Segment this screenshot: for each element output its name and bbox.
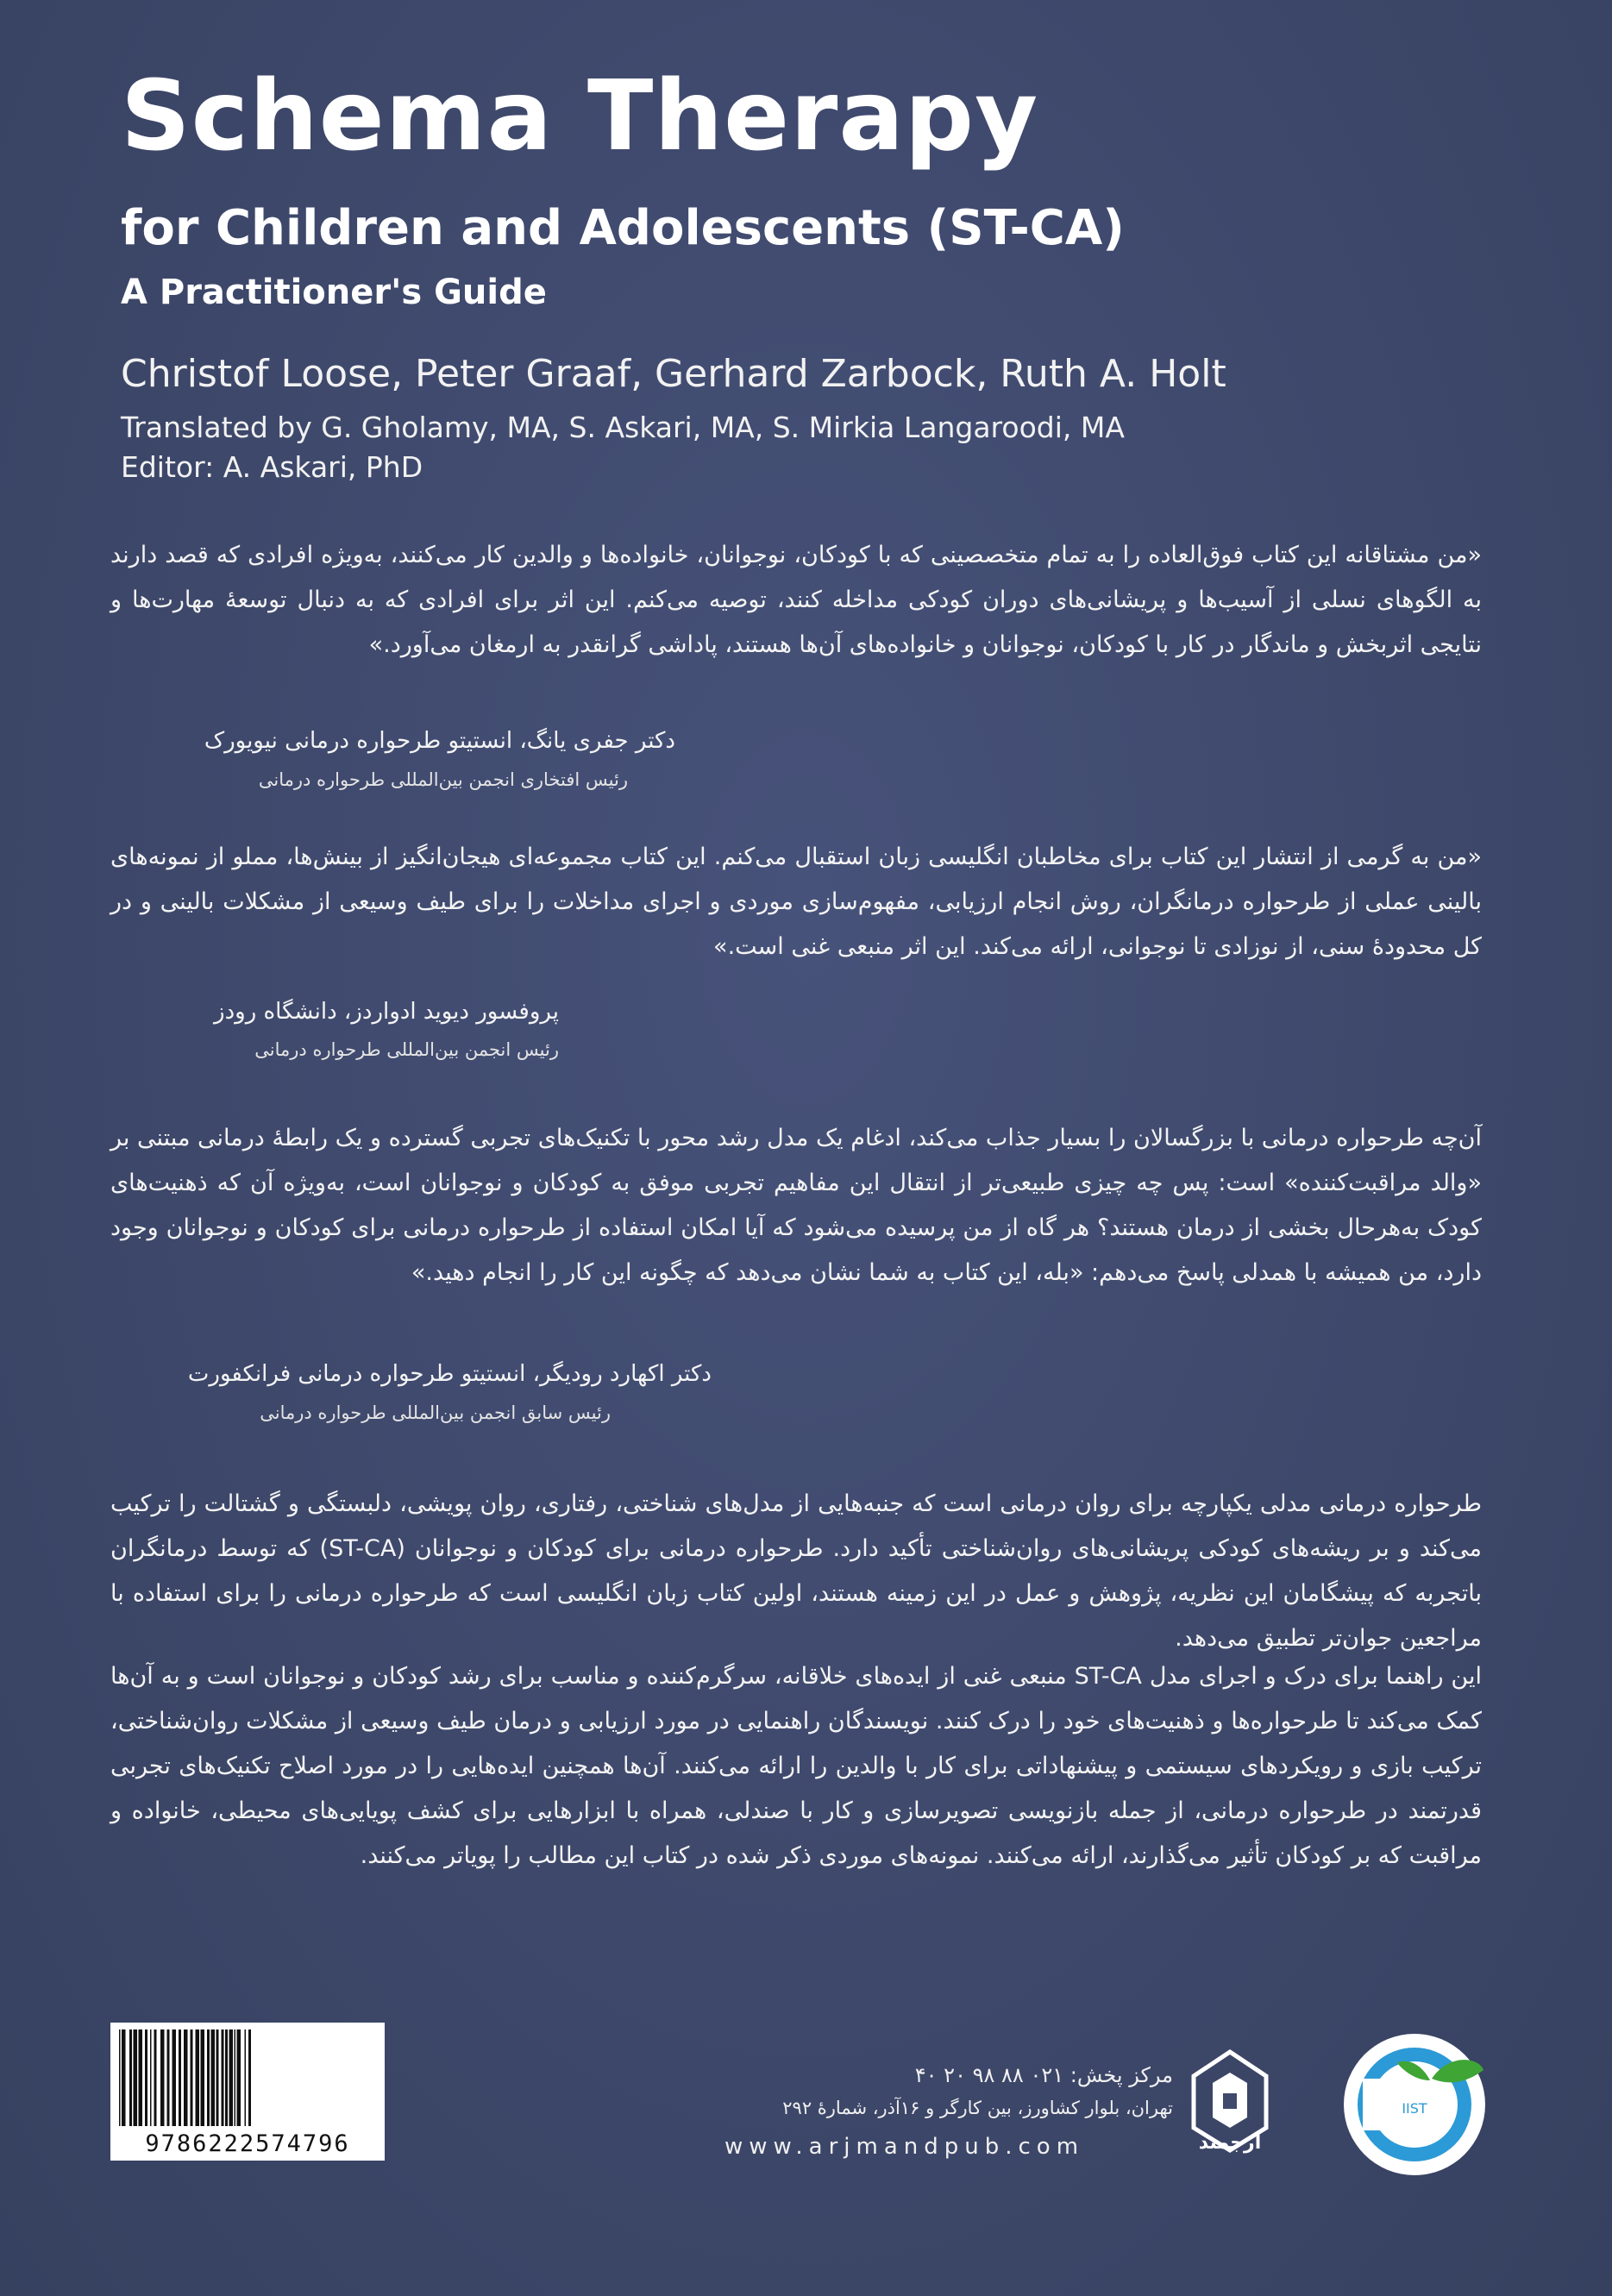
quote-3-author: دکتر اکهارد رودیگر، انستیتو طرحواره درمانی فرانکفورت — [187, 1361, 712, 1387]
barcode-bar — [184, 2029, 188, 2126]
barcode-bar — [191, 2029, 193, 2126]
publisher-address: تهران، بلوار کشاورز، بین کارگر و ۱۶آذر، شمارهٔ ۲۹۲ — [782, 2098, 1173, 2118]
isbn-barcode — [110, 2023, 385, 2161]
barcode-bar — [139, 2029, 143, 2126]
barcode-bar — [207, 2029, 210, 2126]
barcode-bar — [145, 2029, 147, 2126]
quote-3-role: رئیس سابق انجمن بین‌المللی طرحواره درمانی — [260, 1402, 611, 1423]
quote-1-role: رئیس افتخاری انجمن بین‌المللی طرحواره درمانی — [258, 769, 628, 790]
iist-logo-icon — [1328, 2018, 1501, 2191]
barcode-bar — [119, 2029, 121, 2126]
editor: Editor: A. Askari, PhD — [121, 450, 423, 484]
barcode-bar — [201, 2029, 205, 2126]
description-paragraph-2: این راهنما برای درک و اجرای مدل ST-CA منبعی غنی از ایده‌های خلاقانه، سرگرم‌کننده و مناسب برای رشد کودکان و نوجوانان است و به آن‌ها کمک می‌کند تا طرحواره‌ها و ذهنیت‌های خود را درک کنند. نویسندگان راهنمایی در مورد ارزیابی و درمان طیف وسیعی از مشکلات روان‌شناختی، ترکیب بازی و رویکردهای سیستمی و پیشنهاداتی برای کار با والدین را ارائه می‌کنند. آن‌ها همچنین ایده‌هایی را در مورد اصلاح تکنیک‌های تجربی قدرتمند در طرحواره درمانی، از جمله بازنویسی تصویرسازی و کار با صندلی، همراه با ابزارهایی برای کشف پویایی‌های محیطی، خانواده و مراقبت که بر کودکان تأثیر می‌گذارند، ارائه می‌کنند. نمونه‌های موردی ذکر شده در کتاب این مطالب را پویاتر می‌کنند. — [110, 1663, 1482, 1869]
barcode-bar — [179, 2029, 181, 2126]
book-subtitle: for Children and Adolescents (ST-CA) — [121, 200, 1125, 256]
barcode-bar — [129, 2029, 132, 2126]
barcode-bar — [235, 2029, 236, 2126]
barcode-bar — [196, 2029, 200, 2126]
barcode-bar — [160, 2029, 165, 2126]
authors: Christof Loose, Peter Graaf, Gerhard Zarbock, Ruth A. Holt — [121, 352, 1226, 396]
publisher-website: www.arjmandpub.com — [724, 2134, 1085, 2160]
quote-2-role: رئیس انجمن بین‌المللی طرحواره درمانی — [254, 1039, 559, 1060]
barcode-bar — [150, 2029, 152, 2126]
translators: Translated by G. Gholamy, MA, S. Askari, MA, S. Mirkia Langaroodi, MA — [121, 411, 1125, 444]
barcode-bar — [134, 2029, 138, 2126]
quote-2-author: پروفسور دیوید ادواردز، دانشگاه رودز — [214, 999, 559, 1025]
barcode-bar — [225, 2029, 228, 2126]
quote-2-text: «من به گرمی از انتشار این کتاب برای مخاطبان انگلیسی زبان استقبال می‌کنم. این کتاب مجموعه‌ای هیجان‌انگیز از بینش‌ها، مملو از نمونه‌های بالینی عملی از طرحواره درمانگران، روش انجام ارزیابی، مفهوم‌سازی موردی و اجرای مداخلات را برای طیف وسیعی از مشکلات بالینی و در کل محدودهٔ سنی، از نوزادی تا نوجوانی، ارائه می‌کند. این اثر منبعی غنی است.» — [110, 844, 1482, 960]
barcode-bar — [237, 2029, 241, 2126]
book-tagline: A Practitioner's Guide — [121, 273, 547, 312]
barcode-bar — [245, 2029, 247, 2126]
book-title: Schema Therapy — [121, 60, 1039, 173]
description-paragraph-1: طرحواره درمانی مدلی یکپارچه برای روان درمانی است که جنبه‌هایی از مدل‌های شناختی، رفتاری، روان پویشی، دلبستگی و گشتالت را ترکیب می‌کند و بر ریشه‌های کودکی پریشانی‌های روان‌شناختی تأکید دارد. طرحواره درمانی برای کودکان و نوجوانان (ST-CA) که توسط درمانگران باتجربه که پیشگامان این نظریه، پژوهش و عمل در این زمینه هستند، اولین کتاب زبان انگلیسی است که طرحواره درمانی را برای استفاده با مراجعین جوان‌تر تطبیق می‌دهد. — [110, 1490, 1483, 1652]
barcode-bar — [248, 2029, 251, 2126]
barcode-bar — [222, 2029, 224, 2126]
barcode-bar — [172, 2029, 177, 2126]
arjmand-logo-label: ارجمند — [1198, 2132, 1262, 2154]
quote-3-text: آن‌چه طرحواره درمانی با بزرگسالان را بسیار جذاب می‌کند، ادغام یک مدل رشد محور با تکنیک‌های تجربی گسترده و یک رابطهٔ درمانی مبتنی بر «والد مراقبت‌کننده» است: پس چه چیزی طبیعی‌تر از انتقال این مفاهیم تجربی موفق به کودکان و نوجوانان است، به‌ویژه آن که ذهنیت‌های کودک به‌هرحال بخشی از درمان هستند؟ هر گاه از من پرسیده می‌شود که آیا امکان استفاده از طرحواره درمانی برای کودکان و نوجوانان وجود دارد، من همیشه با همدلی پاسخ می‌دهم: «بله، این کتاب به شما نشان می‌دهد که چگونه این کار را انجام دهید.» — [110, 1125, 1482, 1286]
barcode-number: 9786222574796 — [145, 2130, 350, 2157]
barcode-bar — [211, 2029, 216, 2126]
distribution-center: مرکز پخش: ۰۲۱ ۸۸ ۹۸ ۲۰ ۴۰ — [914, 2063, 1173, 2087]
barcode-bar — [154, 2029, 157, 2126]
barcode-bars — [117, 2029, 378, 2126]
barcode-bar — [229, 2029, 234, 2126]
iist-label: IIST — [1402, 2100, 1427, 2117]
barcode-bar — [216, 2029, 219, 2126]
barcode-bar — [167, 2029, 170, 2126]
quote-1-text: «من مشتاقانه این کتاب فوق‌العاده را به تمام متخصصینی که با کودکان، نوجوانان، خانواده‌ها و والدین کار می‌کنند، به‌ویژه افرادی که قصد دارند به الگوهای نسلی از آسیب‌ها و پریشانی‌های دوران کودکی مداخله کنند، توصیه می‌کنم. این اثر برای افرادی که به دنبال توسعهٔ مهارت‌ها و نتایجی اثربخش و ماندگار در کار با کودکان، نوجوانان و خانواده‌های آن‌ها هستند، پاداشی گرانقدر به ارمغان می‌آورد.» — [110, 542, 1482, 658]
barcode-bar — [122, 2029, 126, 2126]
quote-1-author: دکتر جفری یانگ، انستیتو طرحواره درمانی نیویورک — [204, 728, 675, 754]
